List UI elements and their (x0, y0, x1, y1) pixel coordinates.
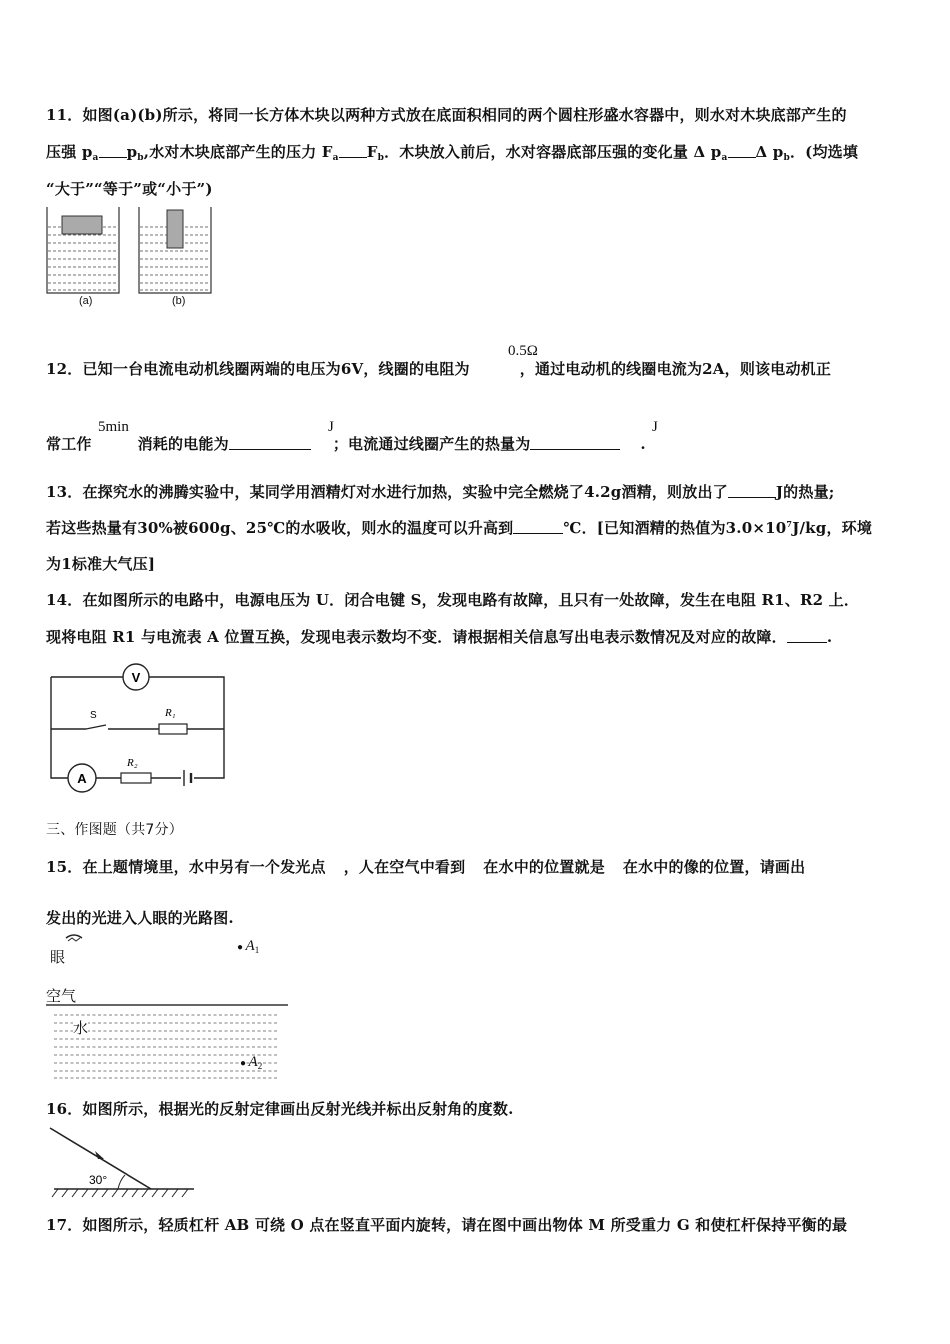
wood-block-b (167, 210, 183, 248)
q13-line3: 为1标准大气压] (46, 555, 156, 573)
q16-line1: 16．如图所示，根据光的反射定律画出反射光线并标出反射角的度数. (46, 1100, 514, 1118)
q13-line1: 13．在探究水的沸腾实验中，某同学用酒精灯对水进行加热，实验中完全燃烧了4.2g酒精，则放出了 J的热量; (46, 483, 835, 501)
ammeter-label: A (77, 771, 87, 786)
switch-label: S (90, 710, 97, 721)
q11-line1: 11．如图(a)(b)所示，将同一长方体木块以两种方式放在底面积相同的两个圆柱形盛水容器中，则水对木块底部产生的 (46, 106, 847, 124)
resistance-value: 0.5Ω (508, 343, 538, 359)
circuit-diagram (46, 660, 236, 796)
section-3-title: 三、作图题（共7分） (46, 822, 183, 838)
answer-blank[interactable] (530, 437, 620, 450)
water-label: 水 (73, 1019, 89, 1037)
q11-containers-figure (44, 205, 224, 313)
q17-line1: 17．如图所示，轻质杠杆 AB 可绕 O 点在竖直平面内旋转，请在图中画出物体 M 所受重力 G 和使杠杆保持平衡的最 (46, 1216, 848, 1234)
point-a2: ● $A_2$ (240, 1054, 263, 1071)
q14-line1: 14．在如图所示的电路中，电源电压为 U．闭合电键 S，发现电路有故障，且只有一处故障，发生在电阻 R1、R2 上． (46, 591, 860, 609)
fig-label-a: (a) (79, 295, 93, 307)
q12-line2: 常工作 消耗的电能为 ；电流通过线圈产生的热量为 . (46, 435, 646, 453)
reflection-figure (46, 1123, 198, 1199)
q14-line2: 现将电阻 R1 与电流表 A 位置互换，发现电表示数均不变．请根据相关信息写出电表示数情况及对应的故障． . (46, 628, 833, 646)
answer-blank[interactable] (99, 145, 127, 158)
answer-blank[interactable] (787, 630, 827, 643)
point-a1: ● $A_1$ (237, 938, 260, 955)
time-value: 5min (98, 419, 129, 435)
q15-line2: 发出的光进入人眼的光路图. (46, 909, 234, 927)
unit-joule-1: J (328, 419, 334, 435)
r2-label: R₂ (127, 757, 138, 769)
eye-icon (64, 932, 84, 946)
answer-blank[interactable] (339, 145, 367, 158)
air-label: 空气 (46, 987, 77, 1005)
unit-joule-2: J (652, 419, 658, 435)
q13-line2: 若这些热量有30%被600g、25℃的水吸收，则水的温度可以升高到 ℃．[已知酒精的热值为$3.0\times 10^7J/kg$，环境 (46, 519, 873, 537)
answer-blank[interactable] (728, 145, 756, 158)
voltmeter-label: V (131, 670, 141, 685)
angle-label: 30° (89, 1173, 108, 1187)
answer-blank[interactable] (728, 485, 776, 498)
q11-line2: 压强 $p_a$ $p_b$,水对木块底部产生的压力 $F_a$ $F_b$．木块放入前后，水对容器底部压强的变化量 Δ $p_a$ Δ $p_b$．(均选填 (46, 143, 859, 163)
answer-blank[interactable] (513, 521, 563, 534)
q15-line1: 15．在上题情境里，水中另有一个发光点 ，人在空气中看到 在水中的位置就是 在水中的像的位置，请画出 (46, 858, 806, 876)
answer-blank[interactable] (229, 437, 311, 450)
fig-label-b: (b) (172, 295, 186, 307)
r1-label: R₁ (165, 707, 176, 719)
wood-block-a (62, 216, 102, 234)
q11-line3: “大于”“等于”或“小于”) (46, 180, 213, 198)
q12-line1: 12．已知一台电流电动机线圈两端的电压为6V，线圈的电阻为 ，通过电动机的线圈电流为2A，则该电动机正 (46, 360, 832, 378)
eye-label: 眼 (50, 948, 66, 966)
